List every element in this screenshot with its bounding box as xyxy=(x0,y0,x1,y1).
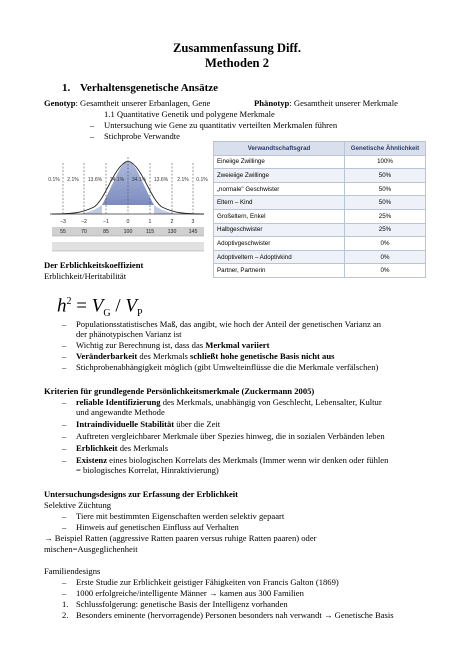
bold-text: Veränderbarkeit xyxy=(76,351,138,361)
criteria-bullet xyxy=(76,443,168,453)
numbered-item-number: 1. xyxy=(62,599,69,609)
heritability-bullet xyxy=(76,351,334,361)
bullet-item: – Stichprobe Verwandte xyxy=(104,131,180,141)
z-tick: −2 xyxy=(81,219,87,225)
normal-curve-svg xyxy=(42,143,212,263)
right-area xyxy=(154,205,178,214)
family-bullet: – 1000 erfolgreiche/intelligente Männer → kamen aus 300 Familien xyxy=(76,588,304,598)
similarity-cell: 50% xyxy=(345,182,426,196)
text: eines biologischen Korrelats des Merkmals (Immer wenn wir denken oder fühlen xyxy=(107,455,389,465)
phaenotyp-label: Phänotyp xyxy=(254,98,290,108)
text: über die Zeit xyxy=(174,419,221,429)
relationship-cell: Partner, Partnerin xyxy=(214,264,345,278)
iq-tick: 55 xyxy=(60,229,66,235)
pct-label: 2.1% xyxy=(67,177,79,183)
iq-tick: 100 xyxy=(123,229,133,235)
example-line: mischen=Ausgeglichenheit xyxy=(44,544,138,554)
relationship-cell: Adoptiveltern – Adoptivkind xyxy=(214,250,345,264)
pct-label: 0.1% xyxy=(196,177,208,183)
table-row xyxy=(214,196,426,210)
selective-breeding-label: Selektive Züchtung xyxy=(44,500,112,510)
criteria-bullet xyxy=(76,397,382,407)
formula-sub-g: G xyxy=(103,308,111,320)
similarity-cell: 50% xyxy=(345,196,426,210)
table-row xyxy=(214,155,426,169)
phaenotyp-text: : Gesamtheit unserer Merkmale xyxy=(289,98,398,108)
z-tick: 3 xyxy=(191,219,195,225)
iq-tick: 85 xyxy=(103,229,109,235)
section-number: 1. xyxy=(62,82,71,94)
relationship-cell: „normale" Geschwister xyxy=(214,182,345,196)
section-heading: Verhaltensgenetische Ansätze xyxy=(80,82,218,94)
genotyp-line xyxy=(44,98,210,108)
table-row xyxy=(214,182,426,196)
iq-row xyxy=(52,242,204,251)
text: Wichtig zur Berechnung ist, dass das xyxy=(76,340,206,350)
left-area xyxy=(78,205,102,214)
relationship-cell: Adoptivgeschwister xyxy=(214,237,345,251)
example-line: → Beispiel Ratten (aggressive Ratten paaren versus ruhige Ratten paaren) oder xyxy=(44,533,317,543)
z-tick: 1 xyxy=(148,219,152,225)
table-row xyxy=(214,264,426,278)
genotyp-text: : Gesamtheit unserer Erbanlagen, Gene xyxy=(75,98,211,108)
phaenotyp-line xyxy=(254,98,398,108)
formula-vg: V xyxy=(91,295,104,317)
table-row xyxy=(214,169,426,183)
table-header: Verwandtschaftsgrad xyxy=(214,142,345,156)
z-tick: 0 xyxy=(126,219,130,225)
bold-text: Intraindividuelle Stabilität xyxy=(76,419,175,429)
iq-tick: 115 xyxy=(145,229,155,235)
relatedness-table xyxy=(213,141,426,278)
formula-exp: 2 xyxy=(66,296,72,307)
relationship-cell: Eineiige Zwillinge xyxy=(214,155,345,169)
relationship-cell: Großeltern, Enkel xyxy=(214,209,345,223)
designs-bullet: – Tiere mit bestimmten Eigenschaften werden selektiv gepaart xyxy=(76,511,284,521)
heritability-bullet xyxy=(76,340,269,350)
formula-sub-p: P xyxy=(136,308,143,320)
bold-text: Erblichkeit xyxy=(76,443,118,453)
text: des Merkmals xyxy=(137,351,191,361)
text: des Merkmals, unabhängig von Geschlecht, Lebensalter, Kultur xyxy=(160,397,382,407)
bold-text: Merkmal variiert xyxy=(205,340,270,350)
similarity-cell: 25% xyxy=(345,223,426,237)
relatedness-table-wrapper xyxy=(213,141,426,278)
iq-tick: 130 xyxy=(167,229,177,235)
bold-text: schließt hohe genetische Basis nicht aus xyxy=(190,351,335,361)
numbered-item-text: Schlussfolgerung: genetische Basis der Intelligenz vorhanden xyxy=(76,599,288,609)
relationship-cell: Zweieiige Zwillinge xyxy=(214,169,345,183)
normal-distribution-figure xyxy=(42,143,212,263)
heritability-bullet-cont: der phänotypischen Varianz ist xyxy=(76,329,182,339)
table-header: Genetische Ähnlichkeit xyxy=(345,142,426,156)
criteria-heading: Kriterien für grundlegende Persönlichkeitsmerkmale (Zuckermann 2005) xyxy=(44,386,315,396)
sd-lines xyxy=(63,157,193,214)
criteria-bullet-cont: = biologisches Korrelat, Hinraktivierung) xyxy=(76,465,219,475)
iq-tick: 145 xyxy=(188,229,198,235)
subsection-1-1: 1.1 Quantitative Genetik und polygene Merkmale xyxy=(104,109,275,119)
formula-vp: V xyxy=(125,295,137,317)
family-designs-label: Familiendesigns xyxy=(44,566,101,576)
text: des Merkmals xyxy=(117,443,169,453)
z-tick: −3 xyxy=(60,219,66,225)
formula-eq: = xyxy=(71,295,92,317)
page-subtitle: Methoden 2 xyxy=(204,56,269,70)
numbered-item-text: Besonders eminente (hervorragende) Personen besonders nah verwandt → Genetische Basis xyxy=(76,610,394,620)
criteria-bullet: – Auftreten vergleichbarer Merkmale über Spezies hinweg, die in sozialen Verbänden leben xyxy=(76,431,385,441)
family-bullet: – Erste Studie zur Erblichkeit geistiger Fähigkeiten von Francis Galton (1869) xyxy=(76,577,339,587)
criteria-bullet-cont: und angewandte Methode xyxy=(76,407,165,417)
bold-text: reliable Identifizierung xyxy=(76,397,161,407)
formula-slash: / xyxy=(110,295,126,317)
bold-text: Existenz xyxy=(76,455,108,465)
table-row xyxy=(214,209,426,223)
heritability-bullet: – Stichprobenabhängigkeit möglich (gibt Umwelteinflüsse die die Merkmale verfälschen) xyxy=(76,362,378,372)
pct-label: 0.1% xyxy=(48,177,60,183)
similarity-cell: 0% xyxy=(345,264,426,278)
genotyp-label: Genotyp xyxy=(44,98,76,108)
pct-label: 13.6% xyxy=(153,177,169,183)
criteria-bullet xyxy=(76,455,388,465)
similarity-cell: 0% xyxy=(345,250,426,264)
z-tick: 2 xyxy=(170,219,174,225)
z-tick-labels xyxy=(60,219,195,225)
similarity-cell: 50% xyxy=(345,169,426,183)
criteria-bullet xyxy=(76,419,220,429)
formula-h: h xyxy=(57,295,67,317)
table-row xyxy=(214,250,426,264)
iq-tick: 70 xyxy=(81,229,87,235)
bullet-item: – Untersuchung wie Gene zu quantitativ verteilten Merkmalen führen xyxy=(104,120,337,130)
relationship-cell: Halbgeschwister xyxy=(214,223,345,237)
designs-heading: Untersuchungsdesigns zur Erfassung der Erblichkeit xyxy=(44,489,239,499)
pct-label: 34.1% xyxy=(131,177,147,183)
pct-label: 13.6% xyxy=(87,177,103,183)
table-row xyxy=(214,223,426,237)
heritability-subheading: Erblichkeit/Heritabilität xyxy=(44,271,127,281)
table-row xyxy=(214,237,426,251)
heritability-bullet: – Populationsstatistisches Maß, das angibt, wie hoch der Anteil der genetischen Varianz an xyxy=(76,319,381,329)
heritability-heading: Der Erblichkeitskoeffizient xyxy=(44,260,144,270)
similarity-cell: 25% xyxy=(345,209,426,223)
pct-label: 2.1% xyxy=(177,177,189,183)
similarity-cell: 0% xyxy=(345,237,426,251)
similarity-cell: 100% xyxy=(345,155,426,169)
page-title: Zusammenfassung Diff. xyxy=(172,41,302,55)
designs-bullet: – Hinweis auf genetischen Einfluss auf Verhalten xyxy=(76,522,239,532)
numbered-item-number: 2. xyxy=(62,610,69,620)
z-tick: −1 xyxy=(103,219,109,225)
relationship-cell: Eltern – Kind xyxy=(214,196,345,210)
pct-label: 34.1% xyxy=(109,177,125,183)
